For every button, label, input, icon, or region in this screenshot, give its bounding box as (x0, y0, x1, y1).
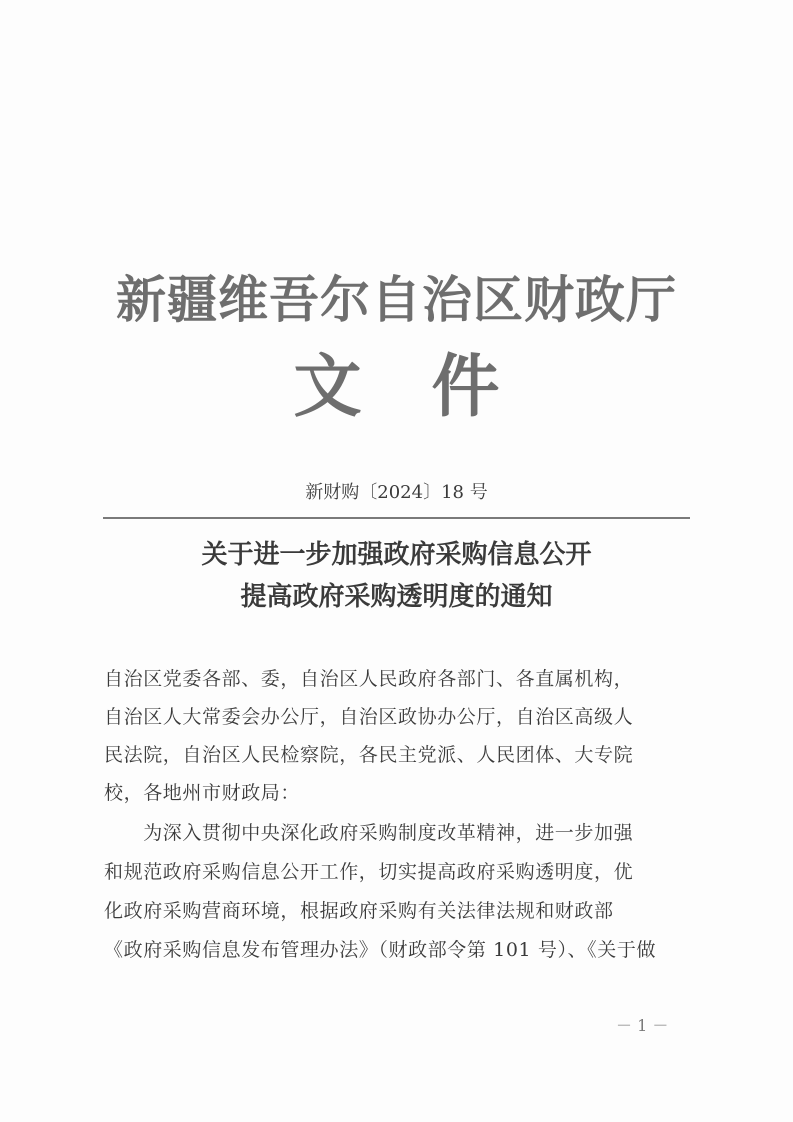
body-line: 《政府采购信息发布管理办法》（财政部令第 101 号）、《关于做 (104, 939, 657, 961)
issuer-name: 新疆维吾尔自治区财政厅 (116, 270, 677, 329)
body-line: 为深入贯彻中央深化政府采购制度改革精神，进一步加强 (104, 822, 634, 844)
document-title-line-1: 关于进一步加强政府采购信息公开 (201, 540, 592, 570)
document-title-line-2: 提高政府采购透明度的通知 (240, 582, 553, 612)
body-line: 校，各地州市财政局： (104, 782, 301, 804)
body-line: 和规范政府采购信息公开工作，切实提高政府采购透明度，优 (104, 861, 634, 883)
body-line: 自治区人大常委会办公厅，自治区政协办公厅，自治区高级人 (104, 706, 634, 728)
header-divider (103, 517, 690, 519)
body-line: 民法院，自治区人民检察院，各民主党派、人民团体、大专院 (104, 744, 634, 766)
document-number: 新财购〔2024〕18 号 (305, 482, 488, 503)
body-line: 自治区党委各部、委，自治区人民政府各部门、各直属机构， (104, 668, 634, 690)
page-number: － 1 － (616, 1016, 669, 1035)
document-type: 文件 (293, 347, 570, 427)
body-line: 化政府采购营商环境，根据政府采购有关法律法规和财政部 (104, 900, 614, 922)
